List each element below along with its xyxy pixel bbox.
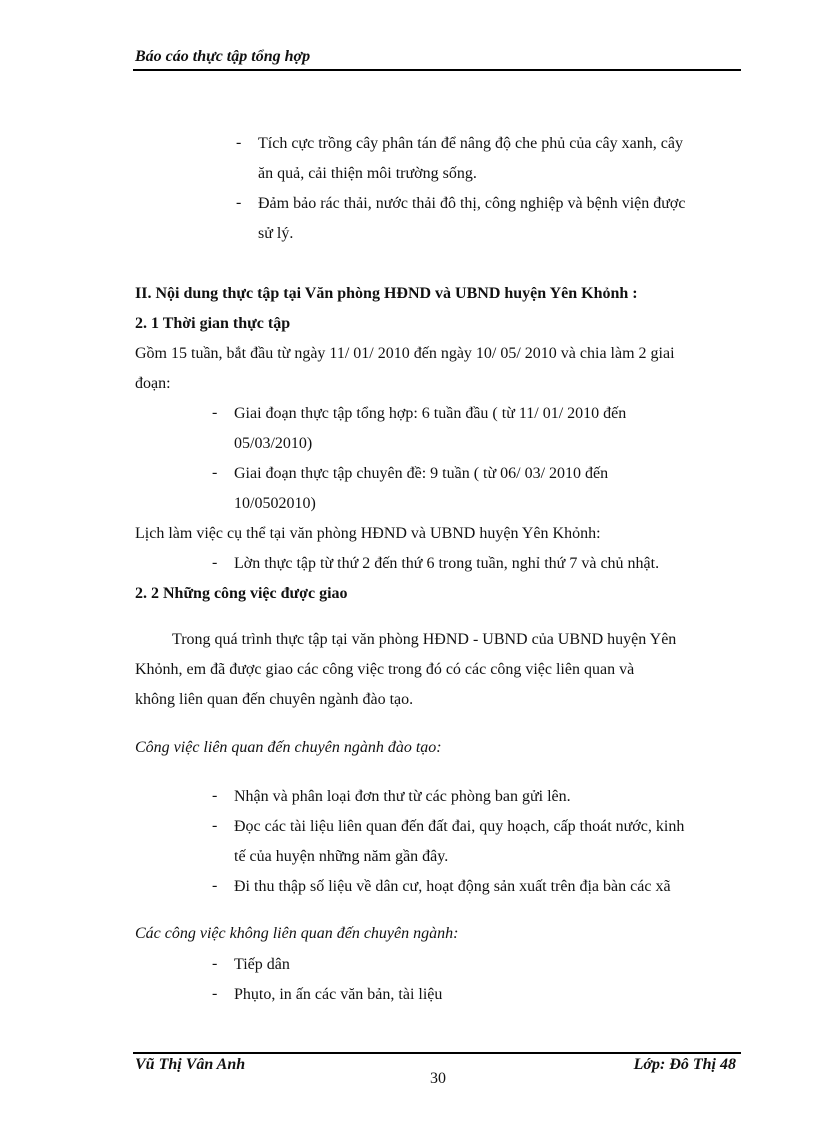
bullet-dash: - xyxy=(212,955,218,972)
paragraph-line: Gồm 15 tuần, bắt đầu từ ngày 11/ 01/ 2010 đến ngày 10/ 05/ 2010 và chia làm 2 giai xyxy=(135,345,675,362)
header-rule xyxy=(133,69,741,71)
bullet-dash: - xyxy=(212,817,218,834)
subsection-heading-2-1: 2. 1 Thời gian thực tập xyxy=(135,315,291,332)
paragraph-line: đoạn: xyxy=(135,375,171,392)
bullet-dash: - xyxy=(212,464,218,481)
paragraph-line: không liên quan đến chuyên ngành đào tạo. xyxy=(135,691,414,708)
header-title: Báo cáo thực tập tổng hợp xyxy=(135,48,311,65)
footer-rule xyxy=(133,1052,741,1054)
subsection-heading-2-2: 2. 2 Những công việc được giao xyxy=(135,585,348,602)
section-heading: II. Nội dung thực tập tại Văn phòng HĐND và UBND huyện Yên Khỏnh : xyxy=(135,285,638,302)
bullet-line: 05/03/2010) xyxy=(234,435,313,452)
footer-author: Vũ Thị Vân Anh xyxy=(135,1056,246,1073)
bullet-line: Giai đoạn thực tập chuyên đề: 9 tuần ( từ 06/ 03/ 2010 đến xyxy=(234,465,609,482)
bullet-line: Đi thu thập số liệu về dân cư, hoạt động sản xuất trên địa bàn các xã xyxy=(234,878,671,895)
page-number: 30 xyxy=(430,1070,446,1087)
paragraph-line: Khỏnh, em đã được giao các công việc trong đó có các công việc liên quan và xyxy=(135,661,635,678)
bullet-line: Đảm bảo rác thải, nước thải đô thị, công nghiệp và bệnh viện được xyxy=(258,195,686,212)
bullet-dash: - xyxy=(212,554,218,571)
bullet-line: Đọc các tài liệu liên quan đến đất đai, quy hoạch, cấp thoát nước, kinh xyxy=(234,818,685,835)
bullet-line: ăn quả, cải thiện môi trường sống. xyxy=(258,165,477,182)
bullet-line: Tiếp dân xyxy=(234,956,290,973)
unrelated-work-heading: Các công việc không liên quan đến chuyên ngành: xyxy=(135,925,459,942)
bullet-dash: - xyxy=(236,134,242,151)
bullet-line: 10/0502010) xyxy=(234,495,316,512)
bullet-line: sử lý. xyxy=(258,225,294,242)
bullet-dash: - xyxy=(236,194,242,211)
bullet-dash: - xyxy=(212,787,218,804)
bullet-line: Tích cực trồng cây phân tán để nâng độ che phủ của cây xanh, cây xyxy=(258,135,683,152)
bullet-line: Phụto, in ấn các văn bản, tài liệu xyxy=(234,986,443,1003)
bullet-line: Nhận và phân loại đơn thư từ các phòng ban gửi lên. xyxy=(234,788,571,805)
paragraph-line: Trong quá trình thực tập tại văn phòng HĐND - UBND của UBND huyện Yên xyxy=(172,631,677,648)
footer-class: Lớp: Đô Thị 48 xyxy=(633,1056,736,1073)
bullet-line: tế của huyện những năm gần đây. xyxy=(234,848,449,865)
related-work-heading: Công việc liên quan đến chuyên ngành đào tạo: xyxy=(135,739,442,756)
bullet-dash: - xyxy=(212,877,218,894)
bullet-line: Giai đoạn thực tập tổng hợp: 6 tuần đầu ( từ 11/ 01/ 2010 đến xyxy=(234,405,627,422)
bullet-dash: - xyxy=(212,404,218,421)
schedule-line: Lịch làm việc cụ thể tại văn phòng HĐND và UBND huyện Yên Khỏnh: xyxy=(135,525,601,542)
bullet-dash: - xyxy=(212,985,218,1002)
bullet-line: Lờn thực tập từ thứ 2 đến thứ 6 trong tuần, nghỉ thứ 7 và chủ nhật. xyxy=(234,555,660,572)
